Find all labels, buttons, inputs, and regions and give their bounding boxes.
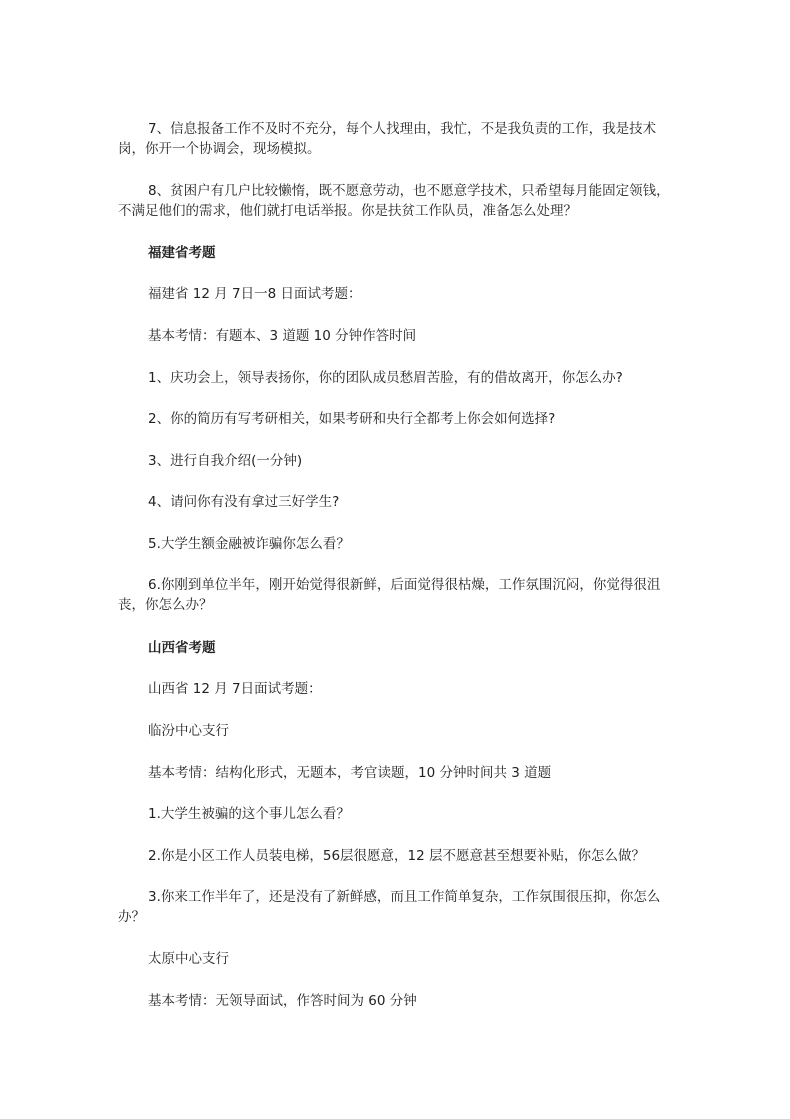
fujian-question-2: 2、你的简历有写考研相关，如果考研和央行全都考上你会如何选择? bbox=[148, 411, 556, 427]
taiyuan-basic-info: 基本考情：无领导面试，作答时间为 60 分钟 bbox=[148, 993, 417, 1009]
linfen-basic-info: 基本考情：结构化形式，无题本，考官读题，10 分钟时间共 3 道题 bbox=[148, 765, 552, 781]
fujian-question-5: 5.大学生额金融被诈骗你怎么看？ bbox=[148, 536, 350, 552]
fujian-question-6: 6.你刚到单位半年，刚开始觉得很新鲜，后面觉得很枯燥，工作氛围沉闷，你觉得很沮丧，你怎么办？ bbox=[118, 577, 661, 613]
fujian-exam-date: 福建省 12 月 7日一8 日面试考题： bbox=[148, 286, 362, 302]
shanxi-question-2: 2.你是小区工作人员装电梯，56层很愿意，12 层不愿意甚至想要补贴，你怎么做？ bbox=[148, 848, 646, 864]
shanxi-question-3: 3.你来工作半年了，还是没有了新鲜感，而且工作简单复杂，工作氛围很压抑，你怎么办？ bbox=[118, 889, 661, 925]
fujian-section-heading: 福建省考题 bbox=[148, 245, 216, 261]
fujian-question-3: 3、进行自我介绍(一分钟) bbox=[148, 453, 303, 469]
linfen-branch-label: 临汾中心支行 bbox=[148, 723, 229, 739]
fujian-question-1: 1、庆功会上，领导表扬你，你的团队成员愁眉苦脸，有的借故离开，你怎么办? bbox=[148, 370, 623, 386]
shanxi-exam-date: 山西省 12 月 7日面试考题： bbox=[148, 681, 322, 697]
shanxi-section-heading: 山西省考题 bbox=[148, 640, 216, 656]
question-8-paragraph: 8、贫困户有几户比较懒惰，既不愿意劳动，也不愿意学技术，只希望每月能固定领钱，不满足他们的需求，他们就打电话举报。你是扶贫工作队员，准备怎么处理？ bbox=[118, 183, 670, 219]
taiyuan-branch-label: 太原中心支行 bbox=[148, 951, 229, 967]
question-7-paragraph: 7、信息报备工作不及时不充分，每个人找理由，我忙，不是我负责的工作，我是技术岗，你开一个协调会，现场模拟。 bbox=[118, 121, 657, 157]
fujian-question-4: 4、请问你有没有拿过三好学生? bbox=[148, 494, 340, 510]
fujian-basic-info: 基本考情：有题本、3 道题 10 分钟作答时间 bbox=[148, 328, 417, 344]
shanxi-question-1: 1.大学生被骗的这个事儿怎么看？ bbox=[148, 806, 350, 822]
